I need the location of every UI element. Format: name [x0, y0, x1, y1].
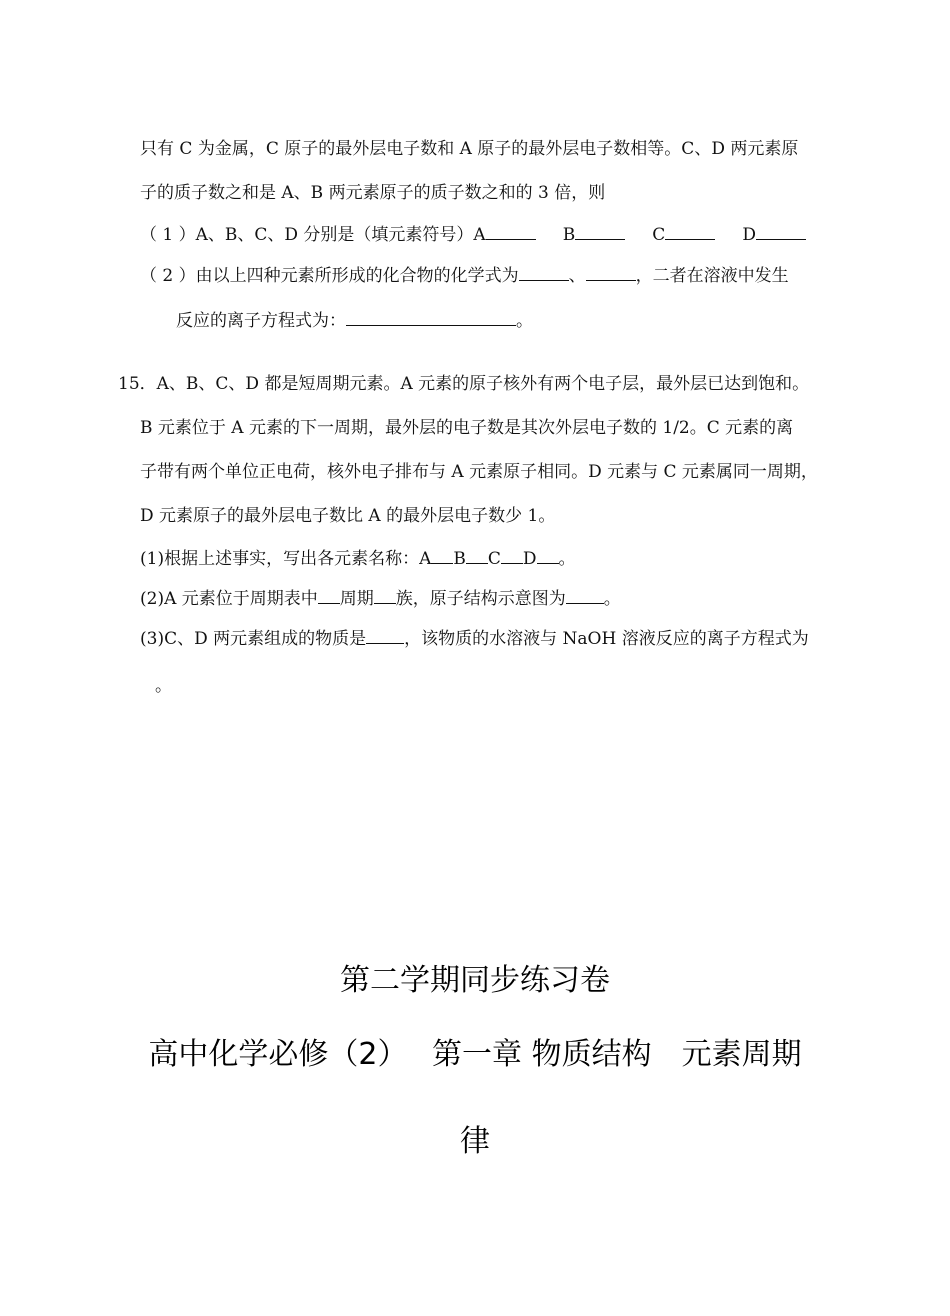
q15-part-2-prompt: (2)A 元素位于周期表中: [140, 589, 318, 609]
label-d: D: [742, 225, 756, 245]
answer-blank-period[interactable]: [318, 585, 340, 604]
separator: 、: [568, 266, 586, 286]
q15-part-3-suffix: ，该物质的水溶液与 NaOH 溶液反应的离子方程式为: [404, 629, 809, 649]
q15-part-3: [140, 625, 809, 651]
q15-part-3-prompt: (3)C、D 两元素组成的物质是: [140, 629, 367, 649]
q15-text-line-4: D 元素原子的最外层电子数比 A 的最外层电子数少 1。: [140, 506, 556, 526]
q15-part-1-prompt: (1)根据上述事实，写出各元素名称：A: [140, 549, 432, 569]
label-c: C: [652, 225, 666, 245]
answer-blank-c[interactable]: [665, 221, 715, 240]
q15-part-2-mid-2: 族，原子结构示意图为: [395, 589, 566, 609]
answer-blank-name-b[interactable]: [466, 545, 488, 564]
page-title: 第二学期同步练习卷: [340, 963, 610, 998]
answer-blank-ionic-equation[interactable]: [346, 307, 516, 326]
period: 。: [558, 549, 576, 569]
q15-part-3-end: 。: [155, 676, 172, 696]
q14-part-2-suffix: ，二者在溶液中发生: [635, 266, 789, 286]
page-subtitle-line-1: 高中化学必修（2） 第一章 物质结构 元素周期: [148, 1037, 802, 1072]
answer-blank-group[interactable]: [374, 585, 396, 604]
label-d: D: [522, 549, 537, 569]
q15-part-1: [140, 545, 576, 571]
q14-part-2-equation-prompt: 反应的离子方程式为：: [176, 311, 346, 331]
answer-blank-name-c[interactable]: [501, 545, 523, 564]
q14-text-line-2: 子的质子数之和是 A、B 两元素原子的质子数之和的 3 倍，则: [140, 183, 606, 203]
label-b: B: [453, 549, 466, 569]
answer-blank-name-a[interactable]: [431, 545, 453, 564]
answer-blank-formula-1[interactable]: [519, 262, 569, 281]
q14-part-2: [140, 262, 789, 288]
q14-part-2-line-2: [176, 307, 533, 333]
q15-text-line-3: 子带有两个单位正电荷，核外电子排布与 A 元素原子相同。D 元素与 C 元素属同一周期，: [140, 462, 818, 482]
answer-blank-substance[interactable]: [366, 625, 404, 644]
answer-blank-b[interactable]: [575, 221, 625, 240]
q14-part-1-prompt: （ 1 ）A、B、C、D 分别是（填元素符号）A: [140, 225, 486, 245]
q14-part-1: [140, 221, 806, 247]
answer-blank-formula-2[interactable]: [586, 262, 636, 281]
q14-text-line-1: 只有 C 为金属，C 原子的最外层电子数和 A 原子的最外层电子数相等。C、D 两元素原: [140, 139, 799, 159]
page-subtitle-line-2: 律: [460, 1124, 490, 1159]
q14-part-2-prompt: （ 2 ）由以上四种元素所形成的化合物的化学式为: [140, 266, 519, 286]
answer-blank-a[interactable]: [486, 221, 536, 240]
q15-text-line-2: B 元素位于 A 元素的下一周期，最外层的电子数是其次外层电子数的 1/2。C 元素的离: [140, 418, 794, 438]
q15-part-2-mid-1: 周期: [339, 589, 374, 609]
label-c: C: [487, 549, 501, 569]
period: 。: [603, 589, 621, 609]
q15-text-line-1: 15．A、B、C、D 都是短周期元素。A 元素的原子核外有两个电子层，最外层已达到饱和。: [118, 374, 810, 394]
label-b: B: [562, 225, 576, 245]
answer-blank-d[interactable]: [756, 221, 806, 240]
answer-blank-name-d[interactable]: [537, 545, 559, 564]
q15-part-2: [140, 585, 621, 611]
period: 。: [516, 311, 533, 331]
answer-blank-atomic-diagram[interactable]: [566, 585, 604, 604]
